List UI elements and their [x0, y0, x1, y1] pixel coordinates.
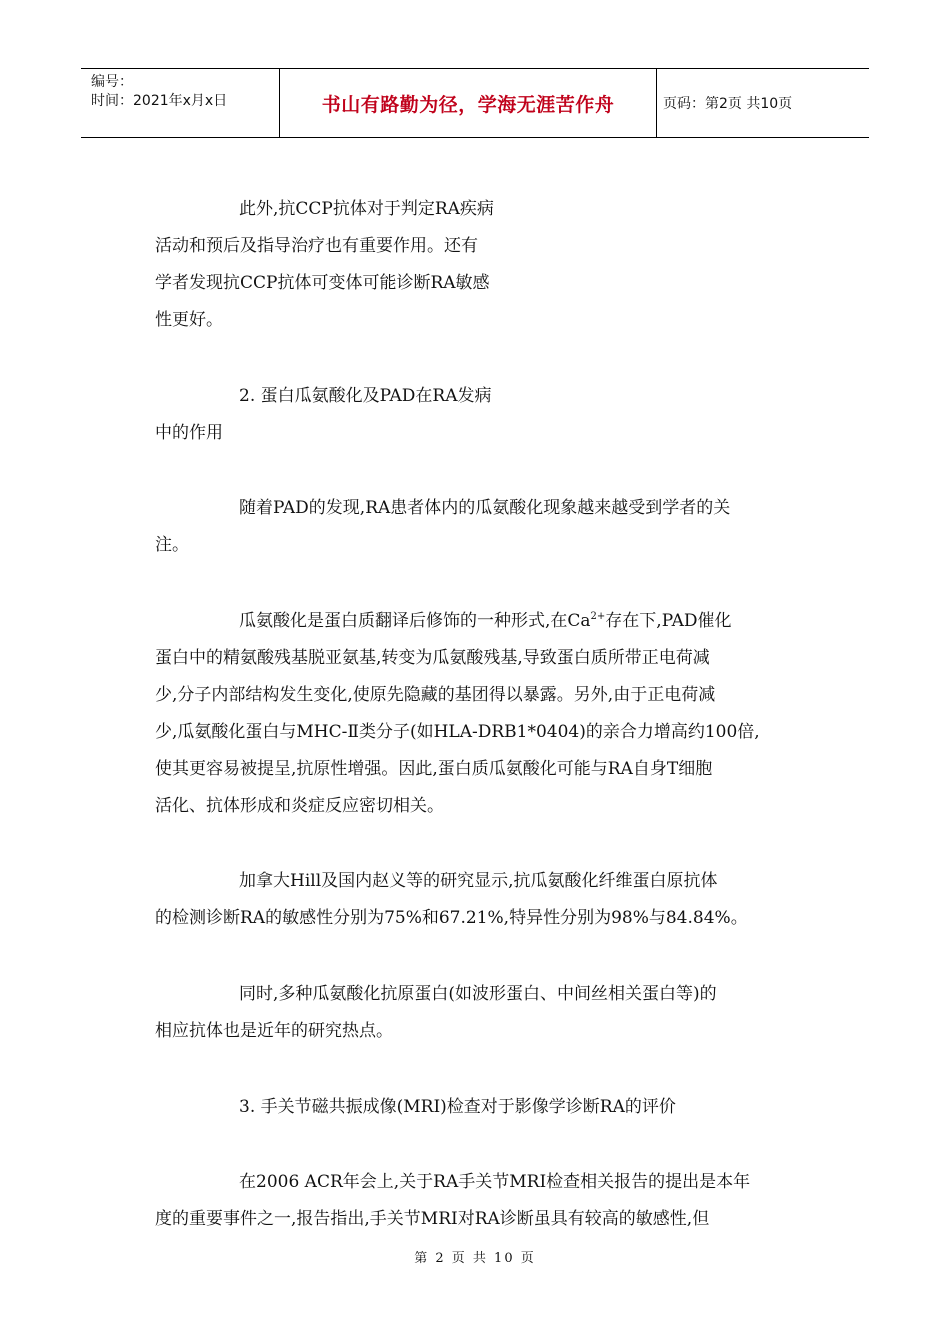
text-line: 使其更容易被提呈,抗原性增强。因此,蛋白质瓜氨酸化可能与RA自身T细胞 [155, 759, 713, 779]
text-line: 少,分子内部结构发生变化,使原先隐藏的基团得以暴露。另外,由于正电荷减 [155, 685, 716, 705]
paragraph-6 [155, 1164, 750, 1238]
text-line: 2. 蛋白瓜氨酸化及PAD在RA发病 [239, 386, 492, 406]
text-line: 学者发现抗CCP抗体可变体可能诊断RA敏感 [155, 273, 490, 293]
text-line: 此外,抗CCP抗体对于判定RA疾病 [239, 199, 494, 219]
paragraph-3 [155, 603, 760, 825]
section-heading-3: 3. 手关节磁共振成像(MRI)检查对于影像学诊断RA的评价 [239, 1097, 676, 1117]
header-info [81, 69, 280, 137]
header-page-code: 页码：第2页 共10页 [663, 96, 793, 112]
paragraph-5 [155, 976, 717, 1050]
text-line: 相应抗体也是近年的研究热点。 [155, 1021, 393, 1041]
text-line: 度的重要事件之一,报告指出,手关节MRI对RA诊断虽具有较高的敏感性,但 [155, 1209, 710, 1229]
text-line: 活动和预后及指导治疗也有重要作用。还有 [155, 236, 478, 256]
text-line: 中的作用 [155, 423, 223, 443]
text-line: 蛋白中的精氨酸残基脱亚氨基,转变为瓜氨酸残基,导致蛋白质所带正电荷减 [155, 648, 710, 668]
text-line: 少,瓜氨酸化蛋白与MHC-Ⅱ类分子(如HLA-DRB1*0404)的亲合力增高约100倍, [155, 722, 760, 742]
text-line [155, 603, 760, 640]
text-run: 瓜氨酸化是蛋白质翻译后修饰的一种形式,在Ca [239, 611, 591, 631]
text-line: 在2006 ACR年会上,关于RA手关节MRI检查相关报告的提出是本年 [239, 1172, 751, 1192]
text-line: 随着PAD的发现,RA患者体内的瓜氨酸化现象越来越受到学者的关 [239, 498, 731, 518]
text-run: 存在下,PAD催化 [605, 611, 732, 631]
paragraph-2 [155, 490, 730, 564]
page-header [81, 68, 869, 138]
superscript: 2+ [590, 611, 606, 622]
document-date: 时间：2021年x月x日 [91, 93, 228, 109]
paragraph-1 [155, 191, 494, 339]
header-motto: 书山有路勤为径，学海无涯苦作舟 [280, 69, 657, 137]
text-line: 注。 [155, 535, 189, 555]
text-line: 的检测诊断RA的敏感性分别为75%和67.21%,特异性分别为98%与84.84%。 [155, 908, 748, 928]
paragraph-4 [155, 863, 748, 937]
text-line: 活化、抗体形成和炎症反应密切相关。 [155, 796, 444, 816]
text-line: 同时,多种瓜氨酸化抗原蛋白(如波形蛋白、中间丝相关蛋白等)的 [239, 984, 717, 1004]
text-line: 加拿大Hill及国内赵义等的研究显示,抗瓜氨酸化纤维蛋白原抗体 [239, 871, 718, 891]
section-heading-2 [155, 378, 492, 452]
document-number: 编号： [91, 74, 133, 90]
page-footer: 第 2 页 共 10 页 [414, 1251, 536, 1266]
text-line: 性更好。 [155, 310, 223, 330]
